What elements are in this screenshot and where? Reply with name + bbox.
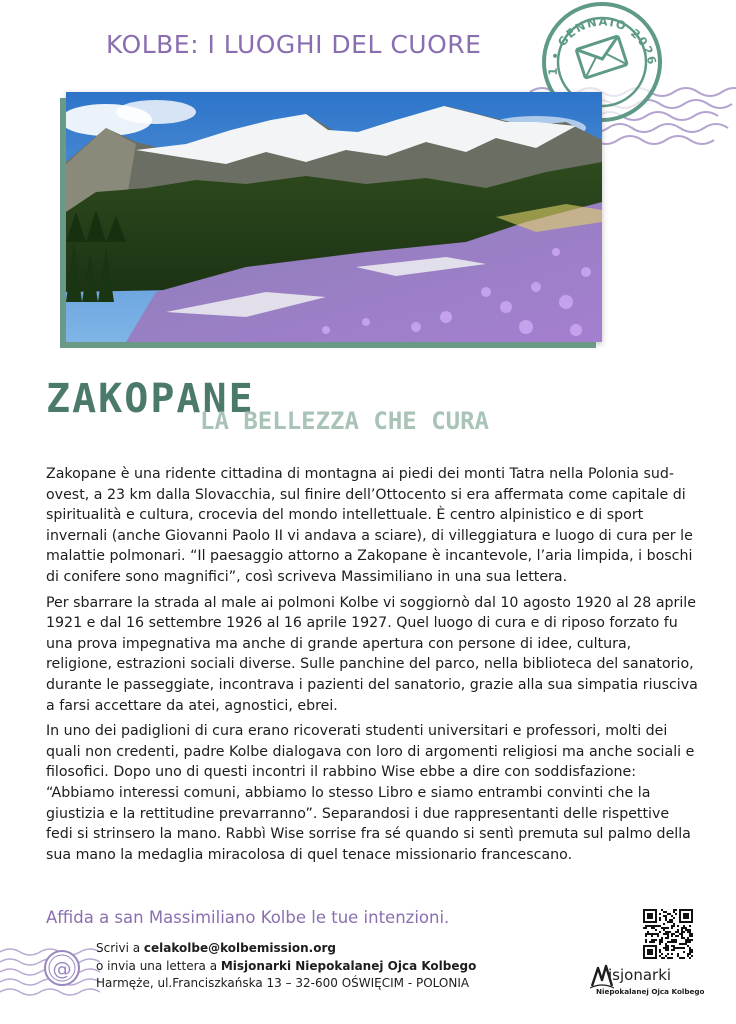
logo-word: isjonarki xyxy=(608,966,672,984)
article-paragraph: Zakopane è una ridente cittadina di montagna ai piedi dei monti Tatra nella Polonia sud-ovest, a 23 km dalla Slovacchia, sul finire dell’Ottocento si era affermata come capitale di spiritualità e cultura, crocevia del mondo intellettuale. È centro alpinistico e di sport invernali (anche Giovanni Paolo II vi andava a sciare), di villeggiatura e luogo di cura per le malattie polmonari. “Il paesaggio attorno a Zakopane è incantevole, l’aria limpida, i boschi di conifere sono magnifici”, così scriveva Massimiliano in una sua lettera. xyxy=(46,466,693,585)
qr-code-icon[interactable] xyxy=(643,909,693,959)
contact-email-link[interactable]: celakolbe@kolbemission.org xyxy=(143,941,336,955)
contact-address: Harmęże, ul.Franciszkańska 13 – 32-600 OŚWIĘCIM - POLONIA xyxy=(96,976,470,990)
article-paragraph: Per sbarrare la strada al male ai polmoni Kolbe vi soggiornò dal 10 agosto 1920 al 28 aprile 1921 e dal 16 settembre 1926 al 16 aprile 1927. Quel luogo di cura e di riposo forzato fu una prova impegnativa ma anche di grande apertura con persone di idee, cultura, religione, estrazioni sociali diverse. Sulle panchine del parco, nella biblioteca del sanatorio, durante le passeggiate, incontrava i pazienti del sanatorio, grazie alla sua simpatia riusciva a farsi accettare da atei, agnostici, ebrei. xyxy=(46,594,698,714)
contact-email-line xyxy=(96,940,476,958)
article-paragraph: In uno dei padiglioni di cura erano ricoverati studenti universitari e professori, molti dei quali non credenti, padre Kolbe dialogava con loro di argomenti religiosi ma anche sociali e filosofici. Dopo uno di questi incontri il rabbino Wise ebbe a dire con soddisfazione: “Abbiamo interessi comuni, abbiamo lo stesso Libro e siamo entrambi convinti che la giustizia e la rettitudine prevarranno”. Separandosi i due rappresentanti delle rispettive fedi si strinsero la mano. Rabbì Wise sorrise fra sé quando si sentì premuta sul palmo della sua mano la medaglia miracolosa di quel tenace missionario francescano. xyxy=(46,723,695,863)
svg-text:@: @ xyxy=(52,958,72,980)
mountain-meadow-crocus-photo xyxy=(66,92,602,342)
hero-photo-frame xyxy=(66,92,602,342)
at-sign-icon xyxy=(0,930,100,1024)
letter-prefix: o invia una lettera a xyxy=(96,958,221,973)
logo-subtitle: Niepokalanej Ojca Kolbego xyxy=(596,987,705,996)
write-prefix: Scrivi a xyxy=(96,941,144,955)
place-subtitle: LA BELLEZZA CHE CURA xyxy=(200,407,489,435)
call-to-action: Affida a san Massimiliano Kolbe le tue intenzioni. xyxy=(46,908,450,927)
misjonarki-logo xyxy=(590,962,705,1002)
article-body xyxy=(46,464,698,870)
org-name: Misjonarki Niepokalanej Ojca Kolbego xyxy=(220,958,477,973)
contact-letter-line xyxy=(96,958,476,976)
page-header-title: KOLBE: I LUOGHI DEL CUORE xyxy=(106,30,482,59)
contact-block xyxy=(96,940,476,993)
postmark-date-text: 1 • GENNAIO 2026 xyxy=(545,14,660,76)
place-title: ZAKOPANE xyxy=(46,376,255,422)
